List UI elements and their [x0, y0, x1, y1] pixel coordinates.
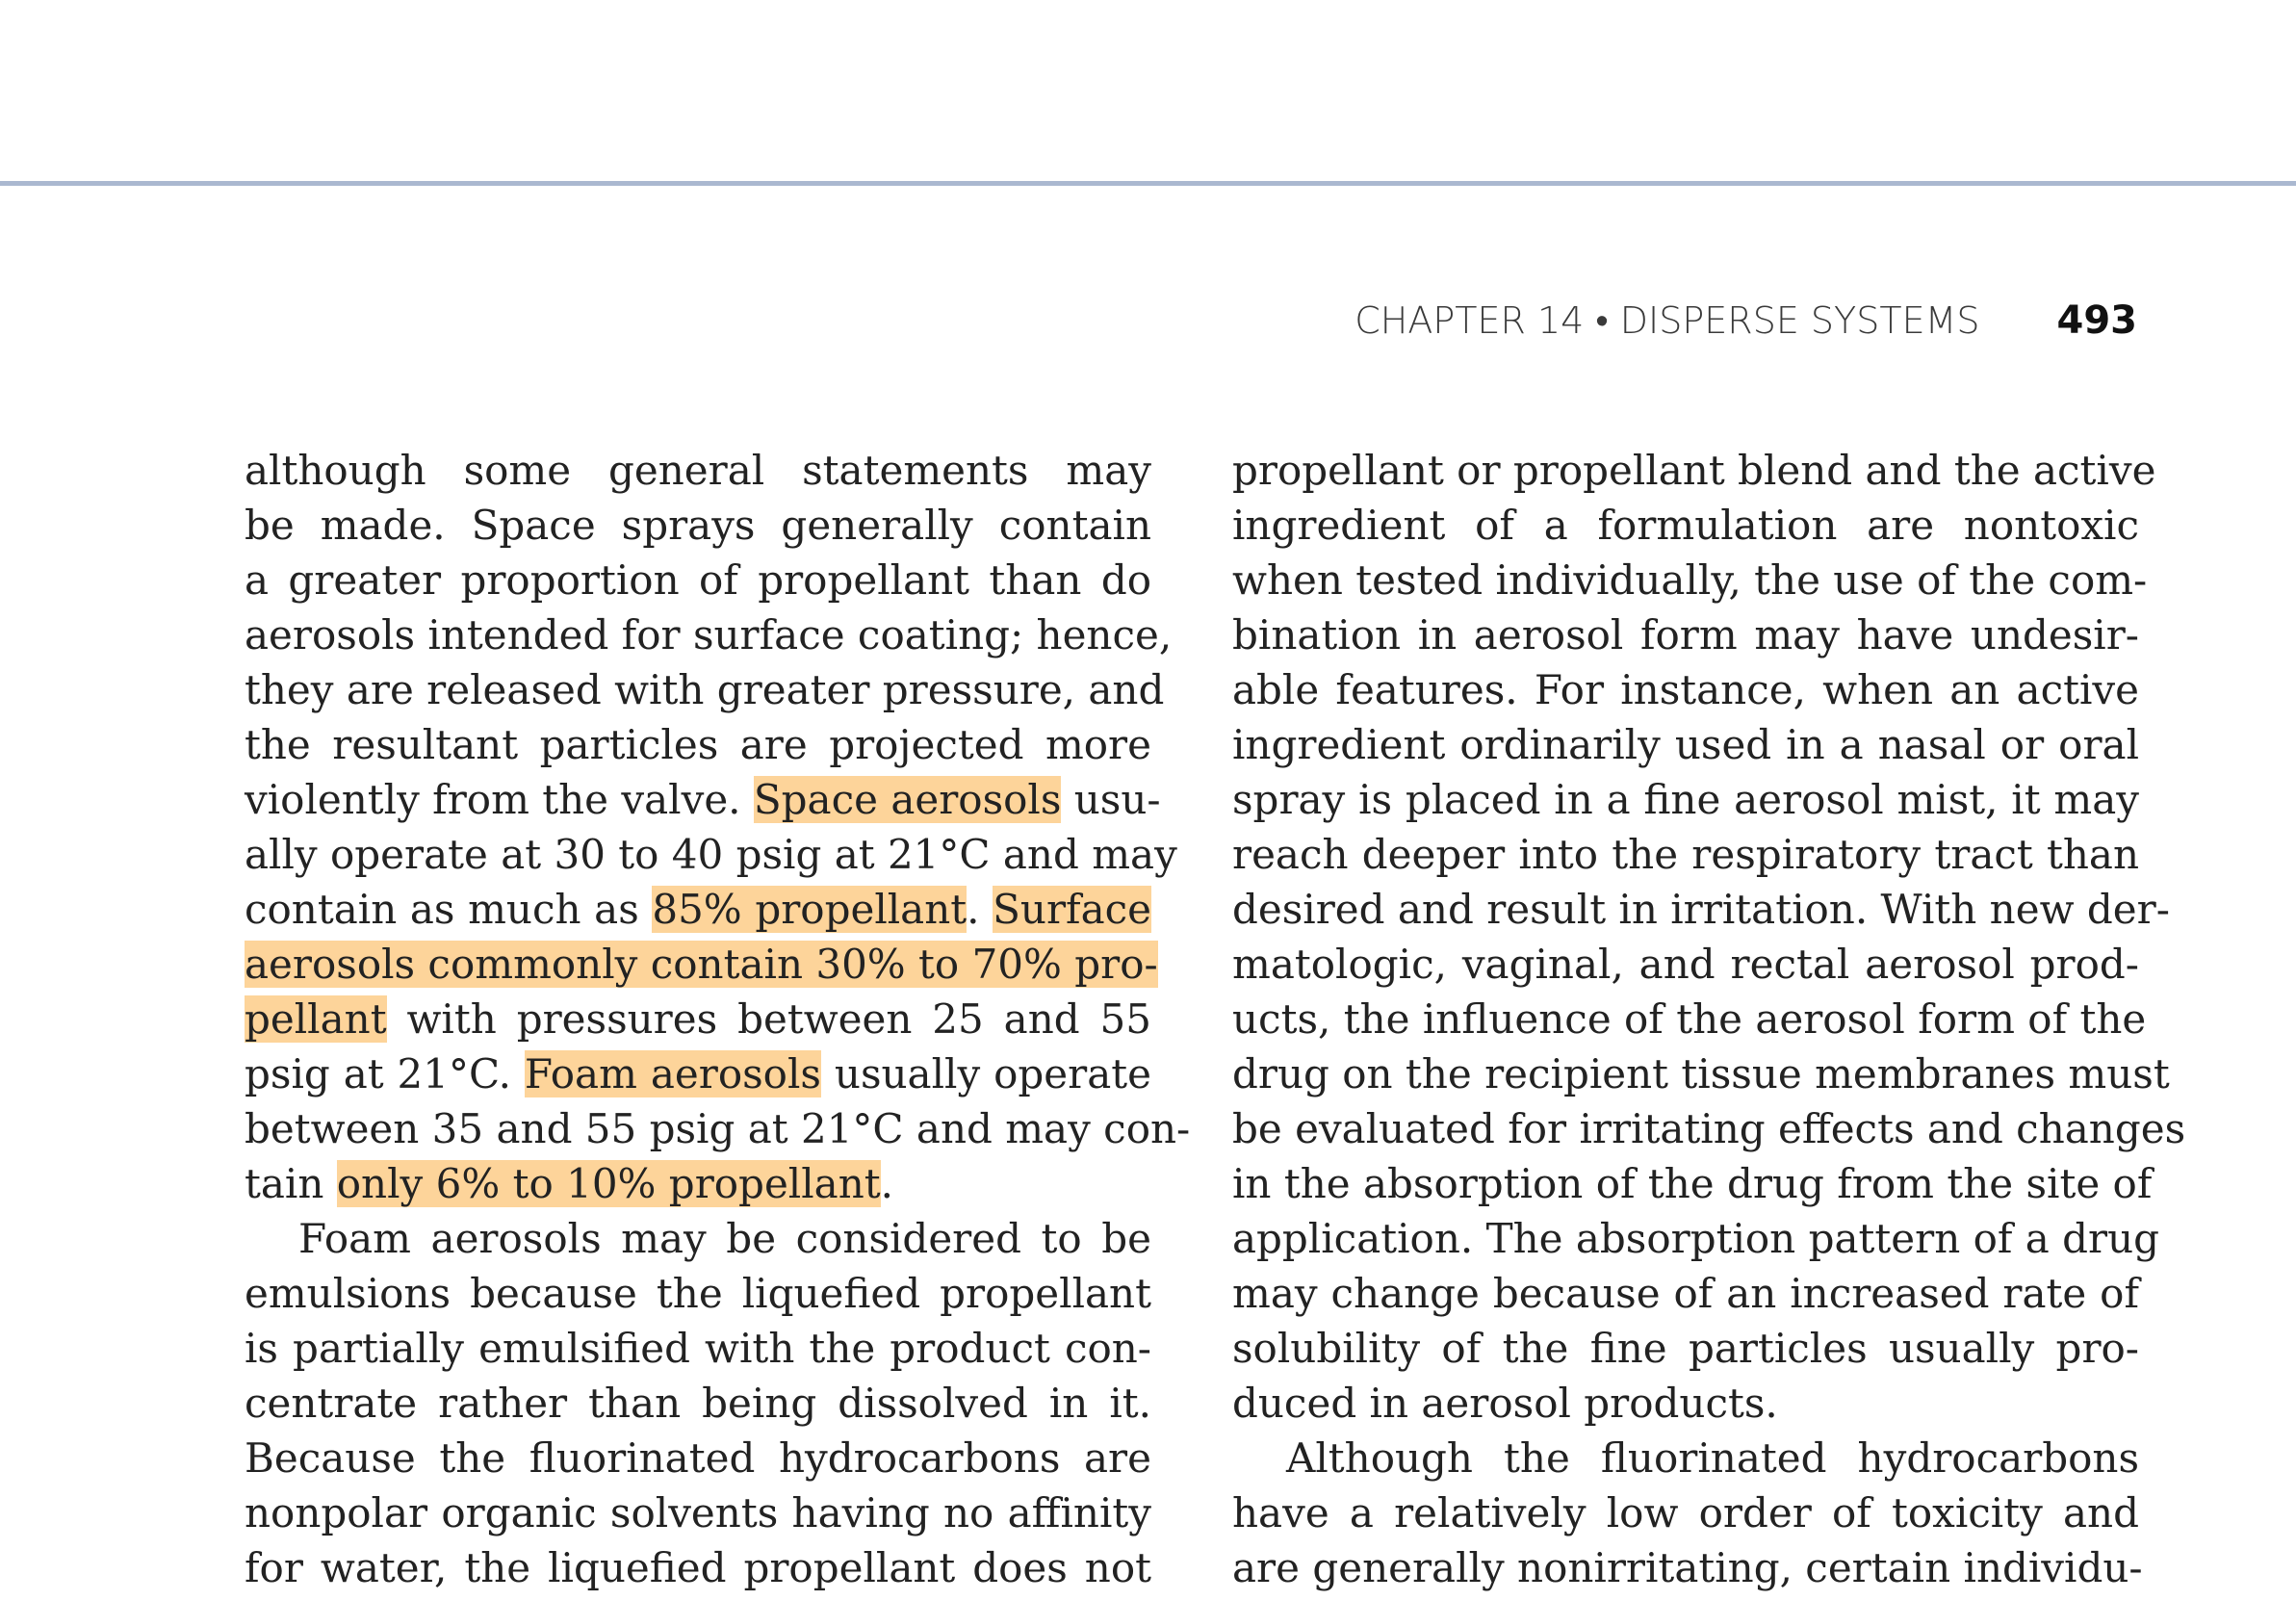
text-line [1232, 498, 2139, 553]
text-segment: psig at 21°C. [245, 1050, 525, 1097]
text-line [1232, 717, 2139, 772]
text-line [245, 1431, 1151, 1485]
text-segment: solubility of the fine particles usually pro- [1232, 1325, 2139, 1372]
text-segment: ingredient of a formulation are nontoxic [1232, 502, 2139, 549]
text-segment: reach deeper into the respiratory tract than [1232, 831, 2139, 878]
text-line [1232, 992, 2147, 1046]
text-segment: . [967, 886, 993, 933]
text-segment: when tested individually, the use of the com- [1232, 556, 2148, 604]
text-segment: although some general statements may [245, 447, 1151, 494]
text-line [245, 1485, 1151, 1540]
text-segment: be evaluated for irritating effects and changes [1232, 1105, 2186, 1152]
text-line [245, 1046, 1151, 1101]
text-segment: ucts, the influence of the aerosol form of the [1232, 995, 2147, 1043]
text-segment: Because the fluorinated hydrocarbons are [245, 1434, 1151, 1482]
highlighted-text: only 6% to 10% propellant [336, 1160, 881, 1207]
text-line [1232, 1540, 2143, 1595]
text-segment: drug on the recipient tissue membranes must [1232, 1050, 2170, 1097]
text-line [1232, 882, 2170, 937]
text-line [245, 882, 1151, 937]
left-column [245, 443, 1191, 1595]
text-line [245, 553, 1151, 607]
text-line [245, 1266, 1151, 1321]
text-line [1232, 607, 2139, 662]
text-line [1232, 772, 2139, 827]
text-segment: contain as much as [245, 886, 653, 933]
text-line [1232, 1485, 2139, 1540]
text-line [245, 498, 1151, 553]
text-segment: tain [245, 1160, 337, 1207]
highlighted-text: 85% propellant [652, 886, 967, 933]
text-segment: spray is placed in a fine aerosol mist, it may [1232, 776, 2139, 823]
text-segment: may change because of an increased rate of [1232, 1270, 2139, 1317]
text-line [1232, 662, 2139, 717]
text-line [1232, 1376, 2139, 1431]
text-line [1232, 553, 2148, 607]
text-segment: duced in aerosol products. [1232, 1380, 1778, 1427]
text-line [245, 1376, 1151, 1431]
text-segment: Although the fluorinated hydrocarbons [1286, 1434, 2139, 1482]
text-segment: have a relatively low order of toxicity and [1232, 1489, 2139, 1536]
text-segment: bination in aerosol form may have undesir- [1232, 611, 2139, 658]
text-segment: the resultant particles are projected more [245, 721, 1151, 768]
text-segment: usu- [1061, 776, 1161, 823]
text-segment: propellant or propellant blend and the active [1232, 447, 2156, 494]
text-segment: emulsions because the liquefied propellant [245, 1270, 1151, 1317]
text-line [245, 607, 1173, 662]
text-line [245, 1211, 1151, 1266]
text-segment: . [880, 1160, 893, 1207]
highlighted-text: Surface [993, 886, 1151, 933]
text-line [1232, 1211, 2160, 1266]
text-line [1232, 1321, 2139, 1376]
text-line [245, 717, 1151, 772]
text-line [1232, 1046, 2170, 1101]
text-segment: Foam aerosols may be considered to be [298, 1215, 1151, 1262]
highlighted-text: Foam aerosols [524, 1050, 821, 1097]
text-segment: be made. Space sprays generally contain [245, 502, 1151, 549]
text-line [245, 992, 1151, 1046]
text-segment: in the absorption of the drug from the site of [1232, 1160, 2153, 1207]
text-line [245, 937, 1158, 992]
text-segment: for water, the liquefied propellant does not [245, 1544, 1151, 1591]
text-segment: matologic, vaginal, and rectal aerosol prod- [1232, 941, 2139, 988]
text-segment: application. The absorption pattern of a drug [1232, 1215, 2160, 1262]
text-segment: they are released with greater pressure, and [245, 666, 1165, 713]
text-segment: ingredient ordinarily used in a nasal or oral [1232, 721, 2139, 768]
right-column [1232, 443, 2186, 1595]
text-line [1232, 1266, 2139, 1321]
highlighted-text: pellant [245, 995, 387, 1043]
text-segment: with pressures between 25 and 55 [386, 995, 1151, 1043]
highlighted-text: aerosols commonly contain 30% to 70% pro- [245, 941, 1158, 988]
text-line [245, 1156, 1151, 1211]
text-segment: violently from the valve. [245, 776, 754, 823]
text-segment: desired and result in irritation. With new der- [1232, 886, 2170, 933]
text-segment: aerosols intended for surface coating; hence, [245, 611, 1173, 658]
text-segment: are generally nonirritating, certain individu- [1232, 1544, 2143, 1591]
text-line [1232, 937, 2139, 992]
text-line [1232, 1431, 2139, 1485]
text-line [245, 1101, 1191, 1156]
text-segment: centrate rather than being dissolved in it. [245, 1380, 1151, 1427]
text-segment: between 35 and 55 psig at 21°C and may con- [245, 1105, 1191, 1152]
text-segment: is partially emulsified with the product con- [245, 1325, 1151, 1372]
text-line [245, 772, 1161, 827]
header-rule [0, 181, 2296, 186]
chapter-title: CHAPTER 14 • DISPERSE SYSTEMS [1354, 299, 1980, 342]
running-head [1329, 298, 2137, 343]
text-line [1232, 443, 2156, 498]
text-line [245, 1540, 1151, 1595]
text-line [245, 827, 1177, 882]
text-line [1232, 827, 2139, 882]
text-segment: ally operate at 30 to 40 psig at 21°C and may [245, 831, 1177, 878]
text-line [245, 662, 1165, 717]
text-segment: a greater proportion of propellant than do [245, 556, 1151, 604]
text-line [245, 443, 1151, 498]
text-segment: able features. For instance, when an active [1232, 666, 2139, 713]
text-line [1232, 1156, 2153, 1211]
text-line [1232, 1101, 2186, 1156]
text-segment: nonpolar organic solvents having no affinity [245, 1489, 1151, 1536]
page-number: 493 [2056, 298, 2137, 343]
text-segment: usually operate [820, 1050, 1151, 1097]
highlighted-text: Space aerosols [753, 776, 1062, 823]
text-line [245, 1321, 1151, 1376]
